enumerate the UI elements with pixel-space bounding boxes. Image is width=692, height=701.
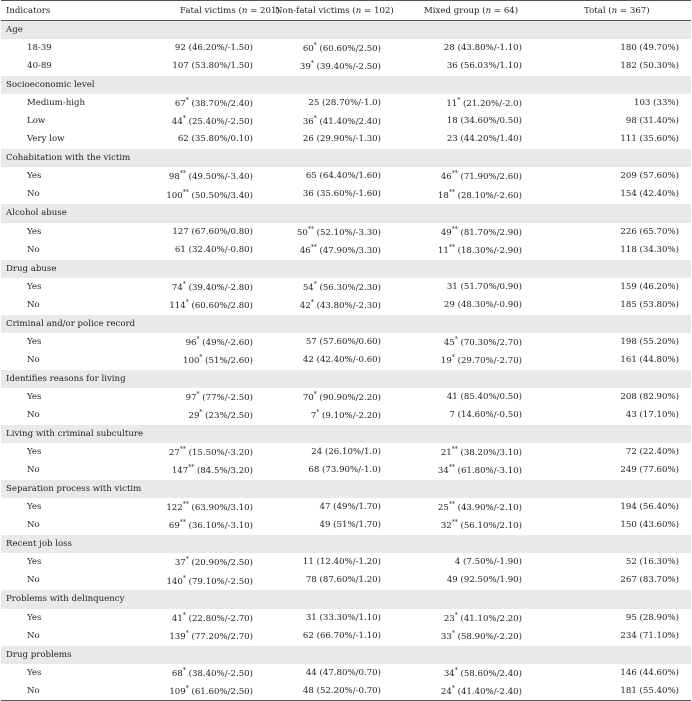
fatal-cell: 147** (84.5%/3.20) [171,464,253,477]
row-label: Yes [27,557,42,568]
non-fatal-cell: 26 (29.90%/-1.30) [302,134,381,145]
total-cell: 52 (16.30%) [625,557,679,568]
total-cell: 226 (65.70%) [620,226,679,237]
fatal-cell: 139* (77.20%/2.70) [169,629,253,642]
section-row [1,259,691,278]
row-label: No [27,410,40,420]
row-label: Yes [27,447,42,458]
section-row [1,535,691,554]
total-cell: 180 (49.70%) [620,43,679,54]
section-label: Living with criminal subculture [1,425,691,444]
total-cell: 208 (82.90%) [620,391,679,402]
total-cell: 154 (42.40%) [620,189,679,200]
non-fatal-cell: 44 (47.80%/0.70) [305,667,381,678]
fatal-cell: 122** (63.90%/3.10) [166,501,253,514]
non-fatal-cell: 36 (35.60%/-1.60) [302,189,381,200]
table-row [1,571,691,590]
non-fatal-cell: 11 (12.40%/-1.20) [302,557,381,568]
non-fatal-cell: 31 (33.30%/1.10) [305,612,381,623]
row-label: Yes [27,502,42,513]
total-cell: 43 (17.10%) [625,410,679,420]
mixed-cell: 49 (92.50%/1.90) [446,575,522,586]
row-label: Yes [27,226,42,237]
section-label: Drug abuse [1,259,691,278]
row-label: 40-89 [27,61,52,72]
section-row [1,480,691,499]
row-label: No [27,575,40,586]
mixed-cell: 33* (58.90%/-2.20) [440,629,522,642]
non-fatal-cell: 25 (28.70%/-1.0) [308,98,381,109]
fatal-cell: 96* (49%/-2.60) [185,335,253,348]
fatal-cell: 44* (25.40%/-2.50) [171,115,253,128]
section-row [1,149,691,168]
section-label: Age [1,21,691,40]
non-fatal-cell: 48 (52.20%/-0.70) [267,682,411,701]
total-cell: 161 (44.80%) [620,354,679,365]
section-row [1,590,691,609]
non-fatal-cell: 39* (39.40%/-2.50) [299,60,381,73]
mixed-cell: 34* (58.60%/2.40) [443,666,522,679]
row-label: Very low [27,134,65,145]
non-fatal-cell: 47 (49%/1.70) [319,502,381,513]
fatal-cell: 98** (49.50%/-3.40) [168,170,253,183]
section-label: Drug problems [1,645,691,664]
fatal-cell: 97* (77%/-2.50) [185,391,253,403]
table-row [1,609,691,627]
table-row [1,461,691,480]
mixed-cell: 11** (18.30%/-2.90) [437,243,522,256]
indicators-table [1,0,691,701]
header-row [1,1,691,21]
non-fatal-cell: 70* (90.90%/2.20) [302,391,381,403]
row-label: Yes [27,667,42,678]
fatal-cell: 62 (35.80%/0.10) [177,134,253,145]
mixed-cell: 36 (56.03%/1.10) [446,61,522,72]
total-cell: 95 (28.90%) [625,612,679,623]
non-fatal-cell: 62 (66.70%/-1.10) [302,630,381,641]
non-fatal-cell: 7* (9.10%/-2.20) [310,409,381,421]
section-label: Recent job loss [1,535,691,554]
fatal-cell: 69** (36.10%/-3.10) [168,519,253,532]
non-fatal-cell: 42* (43.80%/-2.30) [299,298,381,311]
row-label: No [27,520,40,531]
non-fatal-cell: 36* (41.40%/2.40) [302,115,381,128]
section-label: Cohabitation with the victim [1,149,691,168]
fatal-cell: 140* (79.10%/-2.50) [166,574,253,587]
fatal-cell: 41* (22.80%/-2.70) [171,611,253,624]
non-fatal-cell: 60* (60.60%/2.50) [302,42,381,54]
total-cell: 194 (56.40%) [620,502,679,513]
section-row [1,425,691,444]
fatal-cell: 100** (50.50%/3.40) [166,188,253,201]
header-indicators: Indicators [1,1,151,21]
fatal-cell: 29* (23%/2.50) [188,409,253,421]
section-label: Criminal and/or police record [1,314,691,333]
section-label: Identifies reasons for living [1,369,691,388]
mixed-cell: 41 (85.40%/0.50) [446,391,522,402]
mixed-cell: 21** (38.20%/3.10) [440,446,522,459]
table-body [1,21,691,701]
total-cell: 249 (77.60%) [620,465,679,476]
total-cell: 72 (22.40%) [625,447,679,458]
mixed-cell: 11* (21.20%/-2.0) [446,97,522,110]
row-label: 18-39 [27,43,52,54]
fatal-cell: 37* (20.90%/2.50) [174,556,253,569]
table-row [1,553,691,571]
section-row [1,369,691,388]
mixed-cell: 31 (51.70%/0.90) [446,281,522,292]
table-row [1,278,691,296]
table-row [1,296,691,315]
mixed-cell: 24* (41.40%/-2.40) [411,682,526,701]
mixed-cell: 18 (34.60%/0.50) [446,116,522,127]
header-non-fatal-victims: Non-fatal victims (n = 102) [267,1,411,21]
table-row [1,627,691,646]
mixed-cell: 34** (61.80%/-3.10) [437,464,522,477]
fatal-cell: 92 (46.20%/-1.50) [174,43,253,54]
fatal-cell: 27** (15.50%/-3.20) [168,446,253,459]
total-cell: 182 (50.30%) [620,61,679,72]
header-mixed-group: Mixed group (n = 64) [411,1,526,21]
mixed-cell: 19* (29.70%/-2.70) [440,353,522,366]
mixed-cell: 23 (44.20%/1.40) [446,134,522,145]
row-label: Low [27,116,46,127]
table-row [1,406,691,425]
table-row [1,223,691,241]
table-row [1,682,691,701]
mixed-cell: 29 (48.30%/-0.90) [443,299,522,310]
table-row [1,388,691,406]
table-row [1,185,691,204]
mixed-cell: 49** (81.70%/2.90) [440,225,522,238]
row-label: No [27,189,40,200]
row-label: Yes [27,171,42,182]
total-cell: 111 (35.60%) [620,134,679,145]
fatal-cell: 67* (38.70%/2.40) [174,97,253,110]
non-fatal-cell: 54* (56.30%/2.30) [302,280,381,293]
row-label: Yes [27,612,42,623]
section-row [1,314,691,333]
fatal-cell: 68* (38.40%/-2.50) [171,666,253,679]
non-fatal-cell: 42 (42.40%/-0.60) [302,354,381,365]
row-label: Yes [27,391,42,402]
fatal-cell: 61 (32.40%/-0.80) [174,244,253,255]
fatal-cell: 109* (61.60%/2.50) [151,682,267,701]
fatal-cell: 114* (60.60%/2.80) [169,298,253,311]
non-fatal-cell: 78 (87.60%/1.20) [305,575,381,586]
table-row [1,333,691,351]
total-cell: 98 (31.40%) [625,116,679,127]
section-row [1,645,691,664]
row-label: No [27,465,40,476]
table-row [1,57,691,76]
total-cell: 103 (33%) [634,98,679,109]
total-cell: 185 (53.80%) [620,299,679,310]
row-label: Yes [27,336,42,347]
non-fatal-cell: 57 (57.60%/0.60) [305,336,381,347]
section-row [1,76,691,95]
table-row [1,443,691,461]
table-header [1,1,691,21]
non-fatal-cell: 68 (73.90%/-1.0) [308,465,381,476]
total-cell: 234 (71.10%) [620,630,679,641]
header-fatal-victims: Fatal victims (n = 201) [151,1,267,21]
table-row [1,130,691,149]
table-row [1,94,691,112]
row-label: No [27,630,40,641]
total-cell: 159 (46.20%) [620,281,679,292]
total-cell: 150 (43.60%) [620,520,679,531]
non-fatal-cell: 50** (52.10%/-3.30) [296,225,381,238]
table-row [1,241,691,260]
mixed-cell: 28 (43.80%/-1.10) [443,43,522,54]
mixed-cell: 45* (70.30%/2.70) [443,335,522,348]
section-label: Problems with delinquency [1,590,691,609]
non-fatal-cell: 24 (26.10%/1.0) [311,447,381,458]
mixed-cell: 18** (28.10%/-2.60) [437,188,522,201]
header-total: Total (n = 367) [526,1,691,21]
table-row [1,167,691,185]
mixed-cell: 4 (7.50%/-1.90) [454,557,522,568]
section-label: Alcohol abuse [1,204,691,223]
total-cell: 146 (44.60%) [620,667,679,678]
section-label: Separation process with victim [1,480,691,499]
fatal-cell: 127 (67.60%/0.80) [172,226,253,237]
mixed-cell: 46** (71.90%/2.60) [440,170,522,183]
table-row [1,39,691,57]
row-label: No [27,354,40,365]
total-cell: 181 (55.40%) [526,682,691,701]
non-fatal-cell: 49 (51%/1.70) [319,520,381,531]
mixed-cell: 32** (56.10%/2.10) [440,519,522,532]
total-cell: 118 (34.30%) [620,244,679,255]
row-label: Medium-high [27,98,86,109]
row-label: Yes [27,281,42,292]
mixed-cell: 25** (43.90%/-2.10) [437,501,522,514]
mixed-cell: 7 (14.60%/-0.50) [449,410,522,420]
fatal-cell: 74* (39.40%/-2.80) [171,280,253,293]
section-row [1,21,691,40]
non-fatal-cell: 46** (47.90%/3.30) [299,243,381,256]
row-label: No [27,299,40,310]
table-row [1,498,691,516]
table-row [1,664,691,682]
fatal-cell: 100* (51%/2.60) [183,353,253,366]
section-row [1,204,691,223]
section-label: Socioeconomic level [1,76,691,95]
mixed-cell: 23* (41.10%/2.20) [443,611,522,624]
total-cell: 198 (55.20%) [620,336,679,347]
table-row [1,351,691,370]
fatal-cell: 107 (53.80%/1.50) [172,61,253,72]
total-cell: 209 (57.60%) [620,171,679,182]
row-label: No [27,244,40,255]
row-label: No [1,682,151,701]
table-row [1,516,691,535]
table-row [1,112,691,130]
total-cell: 267 (83.70%) [620,575,679,586]
non-fatal-cell: 65 (64.40%/1.60) [305,171,381,182]
